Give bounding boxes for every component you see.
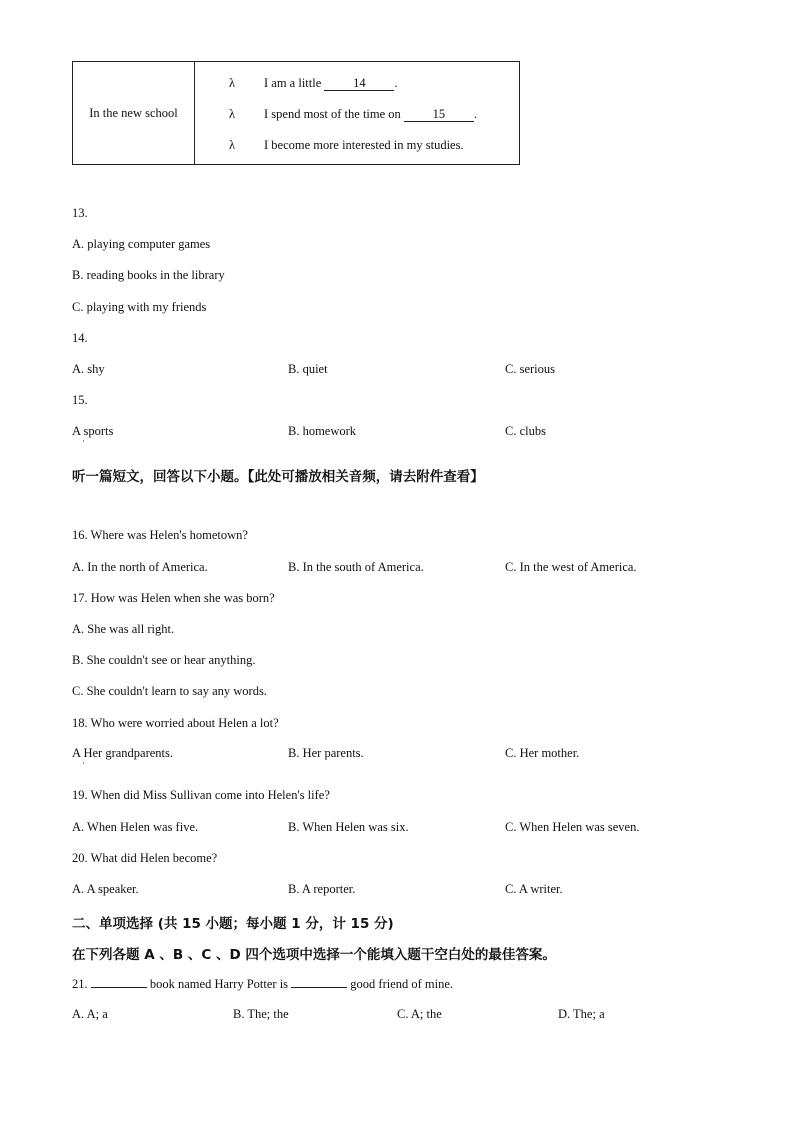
- q13-option-b[interactable]: B. reading books in the library: [72, 268, 225, 282]
- q19-option-b[interactable]: B. When Helen was six.: [288, 820, 409, 834]
- q14-option-c[interactable]: C. serious: [505, 362, 555, 376]
- q16-option-c[interactable]: C. In the west of America.: [505, 560, 637, 574]
- q19-option-a[interactable]: A. When Helen was five.: [72, 820, 199, 834]
- q21-option-b[interactable]: B. The; the: [233, 1007, 289, 1021]
- bullet-icon: λ: [229, 138, 236, 152]
- q13-option-a[interactable]: A. playing computer games: [72, 237, 211, 251]
- q17-question: 17. How was Helen when she was born?: [72, 591, 275, 605]
- q21-text-mid: book named Harry Potter is: [146, 977, 292, 991]
- answer-blank[interactable]: 14: [324, 77, 394, 91]
- q17-option-b[interactable]: B. She couldn't see or hear anything.: [72, 653, 256, 667]
- q18-option-b[interactable]: B. Her parents.: [288, 746, 364, 760]
- row-text: I spend most of the time on: [264, 107, 404, 121]
- row-end: .: [473, 107, 478, 121]
- q13-option-c[interactable]: C. playing with my friends: [72, 300, 207, 314]
- bullet-icon: λ: [229, 107, 236, 121]
- section-heading: 二、单项选择 (共 15 小题；每小题 1 分，计 15 分): [72, 916, 394, 932]
- q14-number: 14.: [72, 331, 88, 345]
- q21-blank-2[interactable]: [291, 976, 347, 988]
- q21-option-d[interactable]: D. The; a: [558, 1007, 605, 1021]
- q20-option-b[interactable]: B. A reporter.: [288, 882, 356, 896]
- row-text: I am a little: [264, 76, 325, 90]
- table-left-cell: [73, 62, 194, 164]
- q21-option-c[interactable]: C. A; the: [397, 1007, 442, 1021]
- q19-question: 19. When did Miss Sullivan come into Helen's life?: [72, 788, 330, 802]
- q17-option-c[interactable]: C. She couldn't learn to say any words.: [72, 684, 267, 698]
- q13-number: 13.: [72, 206, 88, 220]
- q14-option-a[interactable]: A. shy: [72, 362, 105, 376]
- q16-option-b[interactable]: B. In the south of America.: [288, 560, 424, 574]
- q15-option-a[interactable]: A sports: [72, 424, 114, 438]
- table-left-label: In the new school: [89, 105, 178, 120]
- section-instruction: 在下列各题 A 、B 、C 、D 四个选项中选择一个能填入题干空白处的最佳答案。: [72, 947, 556, 963]
- q21-question: [72, 976, 453, 992]
- q19-option-c[interactable]: C. When Helen was seven.: [505, 820, 640, 834]
- q20-option-c[interactable]: C. A writer.: [505, 882, 563, 896]
- q21-text-end: good friend of mine.: [347, 977, 454, 991]
- listening-instruction: 听一篇短文，回答以下小题。【此处可播放相关音频，请去附件查看】: [72, 469, 484, 485]
- q15-option-b[interactable]: B. homework: [288, 424, 357, 438]
- info-table: [72, 61, 520, 165]
- q21-blank-1[interactable]: [91, 976, 147, 988]
- q18-option-a[interactable]: A Her grandparents.: [72, 746, 174, 760]
- table-divider: [194, 62, 195, 164]
- answer-blank[interactable]: 15: [404, 108, 474, 122]
- row-text: I become more interested in my studies.: [264, 138, 464, 152]
- bullet-icon: λ: [229, 76, 236, 90]
- q14-option-b[interactable]: B. quiet: [288, 362, 328, 376]
- dot-mark: ·: [82, 436, 85, 446]
- q16-question: 16. Where was Helen's hometown?: [72, 528, 248, 542]
- q15-option-c[interactable]: C. clubs: [505, 424, 546, 438]
- dot-mark: ·: [82, 758, 85, 768]
- q20-question: 20. What did Helen become?: [72, 851, 218, 865]
- q16-option-a[interactable]: A. In the north of America.: [72, 560, 208, 574]
- q21-option-a[interactable]: A. A; a: [72, 1007, 108, 1021]
- q21-number: 21.: [72, 977, 88, 991]
- q18-question: 18. Who were worried about Helen a lot?: [72, 716, 279, 730]
- q18-option-c[interactable]: C. Her mother.: [505, 746, 580, 760]
- q15-number: 15.: [72, 393, 88, 407]
- q20-option-a[interactable]: A. A speaker.: [72, 882, 139, 896]
- row-end: .: [394, 76, 398, 90]
- q17-option-a[interactable]: A. She was all right.: [72, 622, 175, 636]
